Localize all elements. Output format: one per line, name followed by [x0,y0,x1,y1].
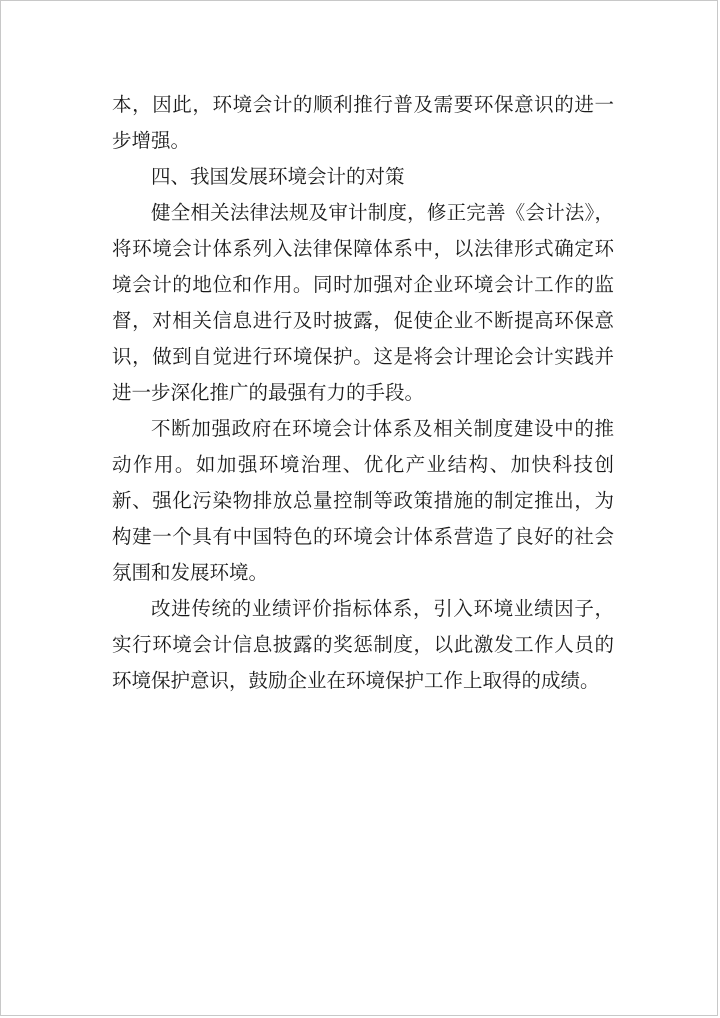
document-body [112,87,614,699]
paragraph: 不断加强政府在环境会计体系及相关制度建设中的推动作用。如加强环境治理、优化产业结构、加快科技创新、强化污染物排放总量控制等政策措施的制定推出，为构建一个具有中国特色的环境会计体系营造了良好的社会氛围和发展环境。 [112,417,614,584]
paragraph-continuation: 本，因此，环境会计的顺利推行普及需要环保意识的进一步增强。 [112,93,614,152]
section-heading: 四、我国发展环境会计的对策 [151,165,405,188]
paragraph: 健全相关法律法规及审计制度，修正完善《会计法》，将环境会计体系列入法律保障体系中，以法律形式确定环境会计的地位和作用。同时加强对企业环境会计工作的监督，对相关信息进行及时披露，促使企业不断提高环保意识，做到自觉进行环境保护。这是将会计理论会计实践并进一步深化推广的最强有力的手段。 [112,201,614,404]
paragraph: 改进传统的业绩评价指标体系，引入环境业绩因子，实行环境会计信息披露的奖惩制度，以此激发工作人员的环境保护意识，鼓励企业在环境保护工作上取得的成绩。 [112,597,614,692]
